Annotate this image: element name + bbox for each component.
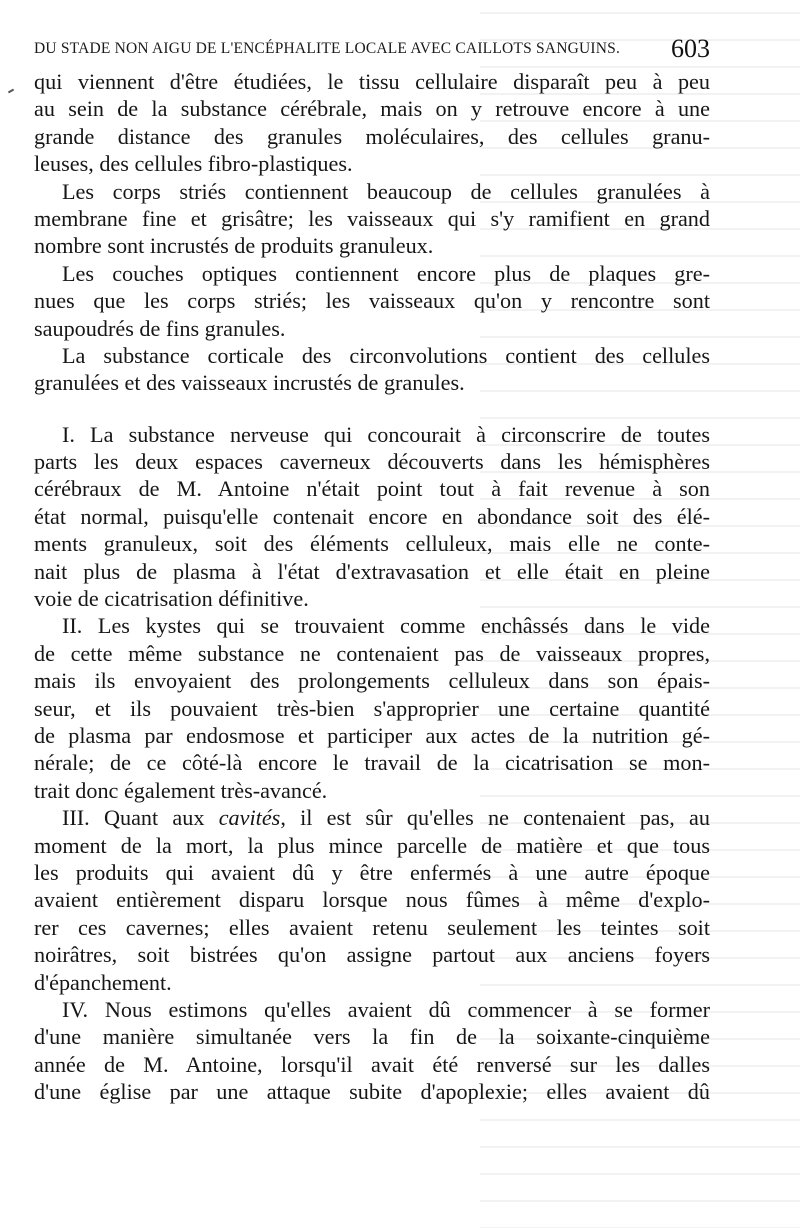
- paragraph-continuation: [34, 68, 710, 178]
- text-line: Les couches optiques contiennent encore plus de plaques gre-: [62, 260, 710, 286]
- text-line: trait donc également très-avancé.: [34, 777, 328, 803]
- text-line: mais ils envoyaient des prolongements celluleux dans son épais-: [34, 668, 710, 694]
- paragraph-corps-stries: [34, 178, 710, 260]
- text-line: ments granuleux, soit des éléments celluleux, mais elle ne conte-: [34, 531, 710, 557]
- running-head: [34, 34, 710, 62]
- text-line: année de M. Antoine, lorsqu'il avait été renversé sur les dalles: [34, 1051, 710, 1077]
- text-line: leuses, des cellules fibro-plastiques.: [34, 151, 353, 177]
- text-line: cérébraux de M. Antoine n'était point tout à fait revenue à son: [34, 476, 710, 502]
- text-line: nérale; de ce côté-là encore le travail de la cicatrisation se mon-: [34, 750, 710, 776]
- text-line: avaient entièrement disparu lorsque nous fûmes à même d'explo-: [34, 887, 710, 913]
- paragraph-point-1: [34, 421, 710, 613]
- paragraph-point-2: [34, 612, 710, 804]
- italic-emphasis: cavités: [218, 805, 281, 831]
- text-line: d'une église par une attaque subite d'apoplexie; elles avaient dû: [34, 1079, 710, 1105]
- text-line: grande distance des granules moléculaires, des cellules granu-: [34, 123, 710, 149]
- text-line: nait plus de plasma à l'état d'extravasation et elle était en pleine: [34, 558, 710, 584]
- text-line: au sein de la substance cérébrale, mais on y retrouve encore à une: [34, 96, 710, 122]
- text-line: les produits qui avaient dû y être enfermés à une autre époque: [34, 859, 710, 885]
- running-title: DU STADE NON AIGU DE L'ENCÉPHALITE LOCALE AVEC CAILLOTS SANGUINS.: [34, 40, 621, 57]
- paragraph-substance-corticale: [34, 342, 710, 397]
- text-line: membrane fine et grisâtre; les vaisseaux qui s'y ramifient en grand: [34, 205, 710, 231]
- margin-mark: [8, 89, 14, 94]
- text-line: nues que les corps striés; les vaisseaux qu'on y rencontre sont: [34, 288, 710, 314]
- section-gap: [34, 397, 710, 421]
- text-line: voie de cicatrisation définitive.: [34, 586, 309, 612]
- text-line: saupoudrés de fins granules.: [34, 315, 286, 341]
- text-line: II. Les kystes qui se trouvaient comme enchâssés dans le vide: [62, 613, 710, 639]
- text-line: qui viennent d'être étudiées, le tissu cellulaire disparaît peu à peu: [34, 69, 710, 94]
- text-line: rer ces cavernes; elles avaient retenu seulement les teintes soit: [34, 914, 710, 940]
- text-line: d'épanchement.: [34, 969, 172, 995]
- paragraph-couches-optiques: [34, 260, 710, 342]
- text-line: Les corps striés contiennent beaucoup de cellules granulées à: [62, 178, 710, 204]
- body-text: [34, 68, 710, 1105]
- text-line: d'une manière simultanée vers la fin de la soixante-cinquième: [34, 1024, 710, 1050]
- text-line: granulées et des vaisseaux incrustés de granules.: [34, 370, 465, 396]
- text-line: de plasma par endosmose et participer aux actes de la nutrition gé-: [34, 722, 710, 748]
- paragraph-point-3: [34, 804, 710, 996]
- text-line: La substance corticale des circonvolutions contient des cellules: [62, 342, 710, 368]
- text-line: parts les deux espaces caverneux découverts dans les hémisphères: [34, 449, 710, 475]
- page-number: 603: [671, 34, 710, 63]
- text-line: moment de la mort, la plus mince parcelle de matière et que tous: [34, 832, 710, 858]
- text-line: nombre sont incrustés de produits granuleux.: [34, 233, 434, 259]
- text-line: de cette même substance ne contenaient pas de vaisseaux propres,: [34, 640, 710, 666]
- text-line: seur, et ils pouvaient très-bien s'approprier une certaine quantité: [34, 695, 710, 721]
- text-line: état normal, puisqu'elle contenait encore en abondance soit des élé-: [34, 503, 710, 529]
- text-line: [34, 804, 710, 831]
- text-line: noirâtres, soit bistrées qu'on assigne partout aux anciens foyers: [34, 942, 710, 968]
- paragraph-point-4: [34, 996, 710, 1106]
- text-line-part: III. Quant aux cavités, il est sûr qu'elles ne contenaient pas, au: [62, 805, 710, 831]
- text-line: I. La substance nerveuse qui concourait à circonscrire de toutes: [62, 421, 710, 447]
- text-line: IV. Nous estimons qu'elles avaient dû commencer à se former: [62, 996, 710, 1022]
